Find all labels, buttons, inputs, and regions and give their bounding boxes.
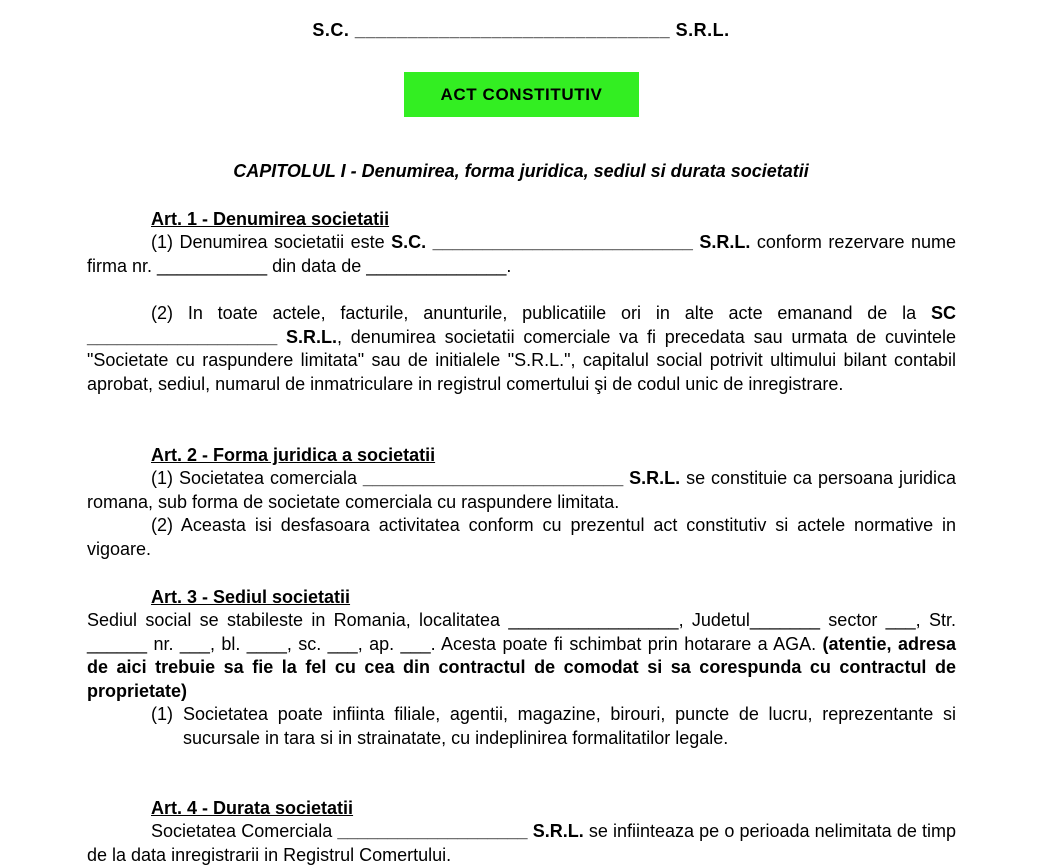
- text-run: , denumirea societatii comerciale va fi precedata sau urmata de cuvintele "Societate cu raspundere limitata" sau de initialele "S.R.L.", capitalul social potrivit ultimului bilant contabil aprobat, sediul, numarul de inmatriculare in registrul comertului şi de codul unic de inregistrare.: [87, 326, 956, 394]
- text-run: conform rezervare nume firma nr. ___________ din data de ______________.: [87, 232, 956, 276]
- article-1-title: Art. 1 - Denumirea societatii: [151, 209, 390, 229]
- list-number: (1): [151, 704, 173, 724]
- article-3-paragraph-1: [87, 609, 956, 703]
- text-run: (2) In toate actele, facturile, anunturile, publicatiile ori in alte acte emanand de la: [151, 303, 931, 323]
- list-text: Societatea poate infiinta filiale, agentii, magazine, birouri, puncte de lucru, reprezentante si sucursale in tara si in strainatate, cu indeplinirea formalitatilor legale.: [183, 704, 956, 748]
- article-2-title: Art. 2 - Forma juridica a societatii: [151, 445, 436, 465]
- article-2-paragraph-2: [87, 514, 956, 561]
- text-run: Societatea Comerciala: [151, 821, 338, 841]
- article-1-paragraph-1: [87, 231, 956, 278]
- chapter-title: CAPITOLUL I - Denumirea, forma juridica, sediul si durata societatii: [233, 161, 809, 181]
- text-run: se infiinteaza pe o perioada nelimitata de timp de la data inregistrarii in Registrul Comertului.: [87, 821, 956, 865]
- text-run: (1) Denumirea societatii este: [151, 232, 392, 252]
- text-run: Sediul social se stabileste in Romania, localitatea _________________, Judetul_______ sector ___, Str. ______ nr. ___, bl. ____, sc. ___, ap. ___. Acesta poate fi schimbat prin hotarare a AGA.: [87, 610, 956, 654]
- article-4-paragraph-1: [87, 820, 956, 867]
- text-run: (1) Societatea comerciala: [151, 468, 363, 488]
- text-run-bold: SC ___________________ S.R.L.: [87, 303, 956, 347]
- act-title: ACT CONSTITUTIV: [440, 84, 603, 104]
- text-run-bold: (atentie, adresa de aici trebuie sa fie la fel cu cea din contractul de comodat si sa corespunda cu contractul de proprietate): [87, 633, 957, 701]
- article-2: [87, 443, 956, 561]
- act-title-box: [404, 72, 639, 117]
- article-4: [87, 796, 956, 867]
- article-1-paragraph-2-block: [87, 302, 956, 396]
- company-name-line: S.C. ______________________________ S.R.L.: [312, 20, 730, 40]
- article-3-title: Art. 3 - Sediul societatii: [151, 587, 351, 607]
- article-2-paragraph-1: [87, 467, 956, 514]
- article-1: [87, 207, 956, 278]
- article-3-list-item-1: [151, 703, 956, 750]
- text-run: (2) Aceasta isi desfasoara activitatea conform cu prezentul act constitutiv si actele normative in vigoare.: [87, 515, 956, 559]
- article-3: [87, 585, 956, 750]
- article-1-paragraph-2: [87, 302, 956, 396]
- text-run-bold: __________________________ S.R.L.: [362, 468, 681, 488]
- text-run-bold: ___________________ S.R.L.: [337, 821, 584, 841]
- text-run-bold: S.C. __________________________ S.R.L.: [391, 232, 751, 252]
- text-run: se constituie ca persoana juridica romana, sub forma de societate comerciala cu raspundere limitata.: [87, 468, 957, 512]
- article-4-title: Art. 4 - Durata societatii: [151, 798, 354, 818]
